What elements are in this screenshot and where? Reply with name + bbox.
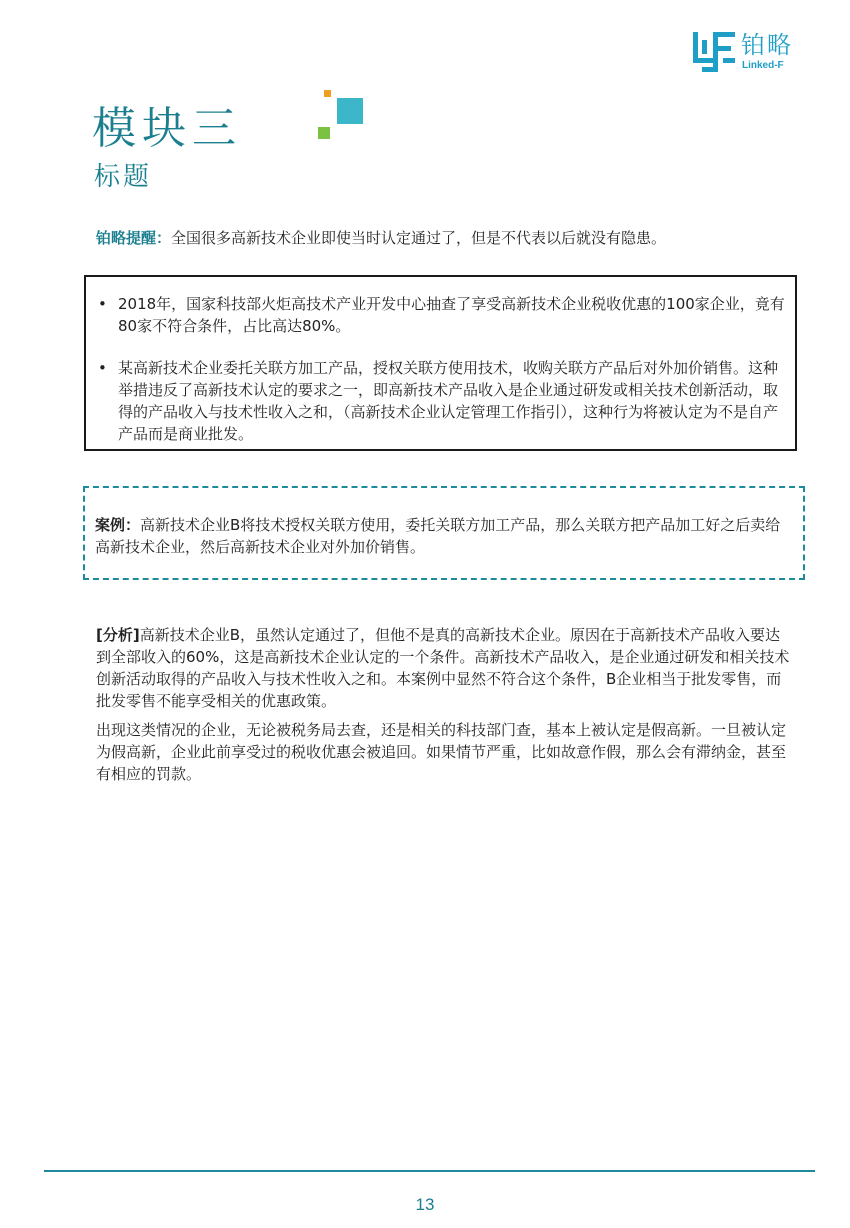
page-number: 13 bbox=[415, 1195, 435, 1214]
case-text: 高新技术企业B将技术授权关联方使用，委托关联方加工产品，那么关联方把产品加工好之后卖给高新技术企业，然后高新技术企业对外加价销售。 bbox=[95, 516, 781, 556]
case-box bbox=[83, 486, 805, 580]
decorative-square-teal bbox=[337, 98, 363, 124]
analysis-label: [分析] bbox=[96, 626, 140, 644]
bullet-icon: • bbox=[98, 359, 107, 377]
linked-f-logo-icon bbox=[693, 32, 737, 72]
footer-divider bbox=[44, 1170, 815, 1172]
decorative-square-orange bbox=[324, 90, 331, 97]
logo-name-en: Linked-F bbox=[742, 60, 784, 71]
analysis-text: 高新技术企业B，虽然认定通过了，但他不是真的高新技术企业。原因在于高新技术产品收入要达到全部收入的60%，这是高新技术企业认定的一个条件。高新技术产品收入，是企业通过研发和相关技术创新活动取得的产品收入与技术性收入之和。本案例中显然不符合这个条件，B企业相当于批发零售，而批发零售不能享受相关的优惠政策。 bbox=[96, 626, 790, 710]
analysis-paragraph bbox=[96, 624, 791, 712]
note-text: 某高新技术企业委托关联方加工产品，授权关联方使用技术，收购关联方产品后对外加价销售。这种举措违反了高新技术认定的要求之一，即高新技术产品收入是企业通过研发或相关技术创新活动，取得的产品收入与技术性收入之和，（高新技术企业认定管理工作指引），这种行为将被认定为不是自产产品而是商业批发。 bbox=[118, 359, 779, 443]
note-item bbox=[98, 293, 788, 337]
logo-name-cn: 铂略 bbox=[741, 31, 793, 59]
decorative-square-green bbox=[318, 127, 330, 139]
module-subtitle: 标题 bbox=[94, 162, 153, 192]
tip-label: 铂略提醒： bbox=[96, 229, 172, 247]
bullet-icon: • bbox=[98, 295, 107, 313]
notes-box bbox=[84, 275, 797, 451]
brand-logo bbox=[693, 30, 813, 74]
case-paragraph bbox=[95, 514, 795, 558]
module-title: 模块三 bbox=[92, 103, 242, 154]
tip-text: 全国很多高新技术企业即使当时认定通过了，但是不代表以后就没有隐患。 bbox=[171, 229, 667, 247]
case-label: 案例： bbox=[95, 516, 141, 534]
note-text: 2018年，国家科技部火炬高技术产业开发中心抽查了享受高新技术企业税收优惠的100家企业，竟有80家不符合条件，占比高达80%。 bbox=[118, 295, 785, 335]
consequence-paragraph: 出现这类情况的企业，无论被税务局去查，还是相关的科技部门查，基本上被认定是假高新。一旦被认定为假高新，企业此前享受过的税收优惠会被追回。如果情节严重，比如故意作假，那么会有滞纳金，甚至有相应的罚款。 bbox=[96, 721, 787, 783]
note-item bbox=[98, 357, 788, 445]
tip-line bbox=[96, 226, 796, 250]
